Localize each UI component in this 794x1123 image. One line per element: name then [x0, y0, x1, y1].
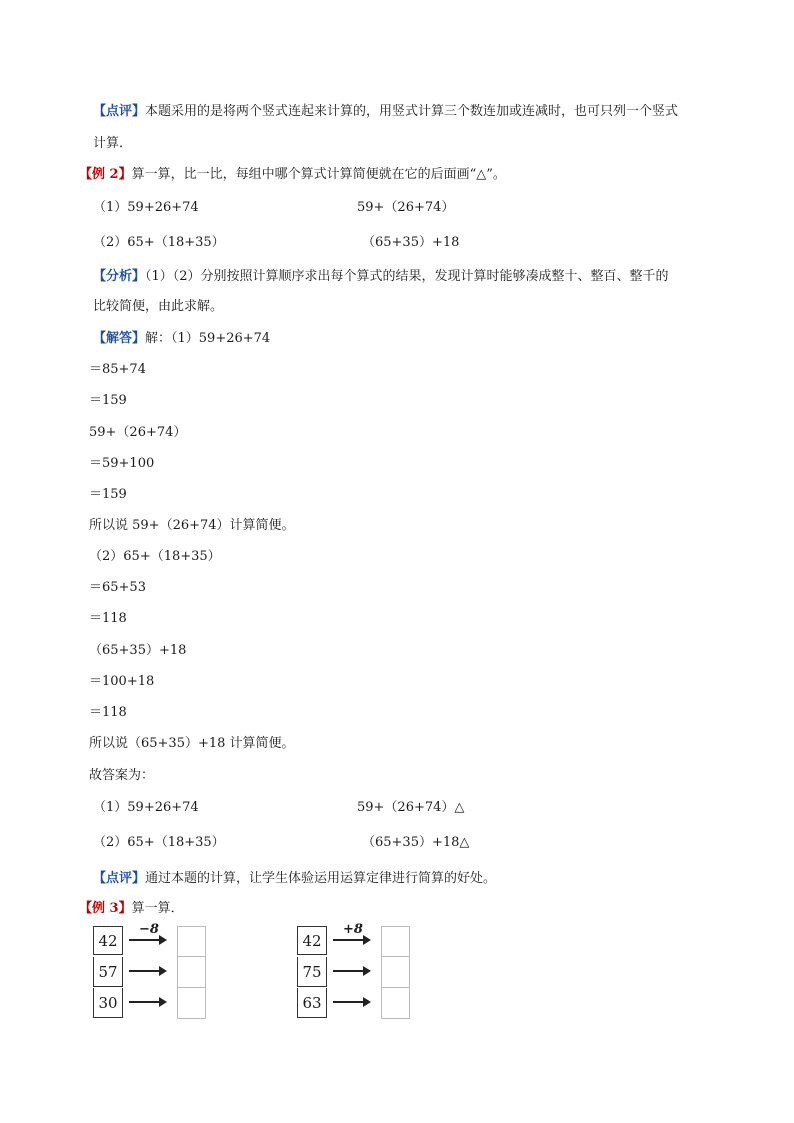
answer-box — [177, 957, 206, 988]
question-text: 算一算，比一比，每组中哪个算式计算简便就在它的后面画“△”。 — [131, 167, 506, 182]
answer-1-right: 59+（26+74）△ — [357, 800, 465, 815]
analysis-text: （1）（2）分别按照计算顺序求出每个算式的结果，发现计算时能够凑成整十、整百、整千的 — [145, 269, 669, 284]
solution-line: ＝85+74 — [89, 362, 146, 377]
solution-line: ＝118 — [89, 611, 127, 626]
answer-box — [177, 988, 206, 1019]
solution-tag: 【解答】 — [93, 331, 146, 346]
review-2 — [93, 870, 496, 888]
review-1-cont: 计算． — [93, 136, 133, 151]
q2-right: （65+35）+18 — [362, 235, 460, 250]
input-number: 30 — [93, 988, 123, 1018]
review-text: 本题采用的是将两个竖式连起来计算的，用竖式计算三个数连加或连减时，也可只列一个竖式 — [145, 104, 679, 119]
arrow-right-icon — [333, 1001, 369, 1003]
arrow-right-icon — [129, 970, 165, 972]
answer-box — [381, 988, 410, 1019]
q2-left: （2）65+（18+35） — [93, 235, 225, 250]
input-number: 63 — [297, 988, 327, 1018]
review-text: 通过本题的计算，让学生体验运用运算定律进行简算的好处。 — [145, 871, 497, 886]
answer-1-left: （1）59+26+74 — [93, 800, 199, 815]
solution-line: ＝159 — [89, 487, 127, 502]
input-number: 42 — [93, 926, 123, 955]
review-1 — [93, 103, 678, 121]
answer-box — [177, 926, 206, 957]
arrow-right-icon — [129, 1001, 165, 1003]
answer-2-left: （2）65+（18+35） — [93, 835, 225, 850]
solution-line: 所以说 59+（26+74）计算简便。 — [89, 518, 295, 533]
question-text: 算一算． — [131, 901, 184, 916]
input-number: 75 — [297, 957, 327, 987]
example-tag: 【例 2】 — [79, 167, 132, 182]
solution-line: 故答案为： — [89, 768, 155, 783]
analysis — [93, 268, 669, 286]
solution-line: （2）65+（18+35） — [89, 549, 221, 564]
review-tag: 【点评】 — [93, 104, 146, 119]
solution-first — [93, 330, 270, 348]
solution-line: 所以说（65+35）+18 计算简便。 — [89, 736, 295, 751]
solution-line: ＝100+18 — [89, 674, 155, 689]
answer-box — [381, 957, 410, 988]
answer-box — [381, 926, 410, 957]
example-3-question — [79, 900, 184, 918]
solution-line: ＝65+53 — [89, 580, 146, 595]
solution-first-text: 解：（1）59+26+74 — [145, 331, 271, 346]
example-tag: 【例 3】 — [79, 901, 132, 916]
input-number: 57 — [93, 957, 123, 987]
analysis-tag: 【分析】 — [93, 269, 146, 284]
input-number: 42 — [297, 926, 327, 955]
example-2-question — [79, 166, 506, 184]
solution-line: ＝59+100 — [89, 456, 155, 471]
operation-label: −8 — [139, 922, 159, 937]
q1-left: （1）59+26+74 — [93, 200, 199, 215]
arrow-right-icon — [129, 939, 165, 941]
solution-line: ＝159 — [89, 393, 127, 408]
q1-right: 59+（26+74） — [357, 200, 455, 215]
review-tag: 【点评】 — [93, 871, 146, 886]
solution-line: ＝118 — [89, 705, 127, 720]
arrow-right-icon — [333, 970, 369, 972]
answer-2-right: （65+35）+18△ — [362, 835, 470, 850]
analysis-cont: 比较简便，由此求解。 — [93, 299, 224, 314]
solution-line: （65+35）+18 — [89, 643, 187, 658]
arrow-right-icon — [333, 939, 369, 941]
solution-line: 59+（26+74） — [89, 425, 187, 440]
operation-label: +8 — [343, 922, 363, 937]
